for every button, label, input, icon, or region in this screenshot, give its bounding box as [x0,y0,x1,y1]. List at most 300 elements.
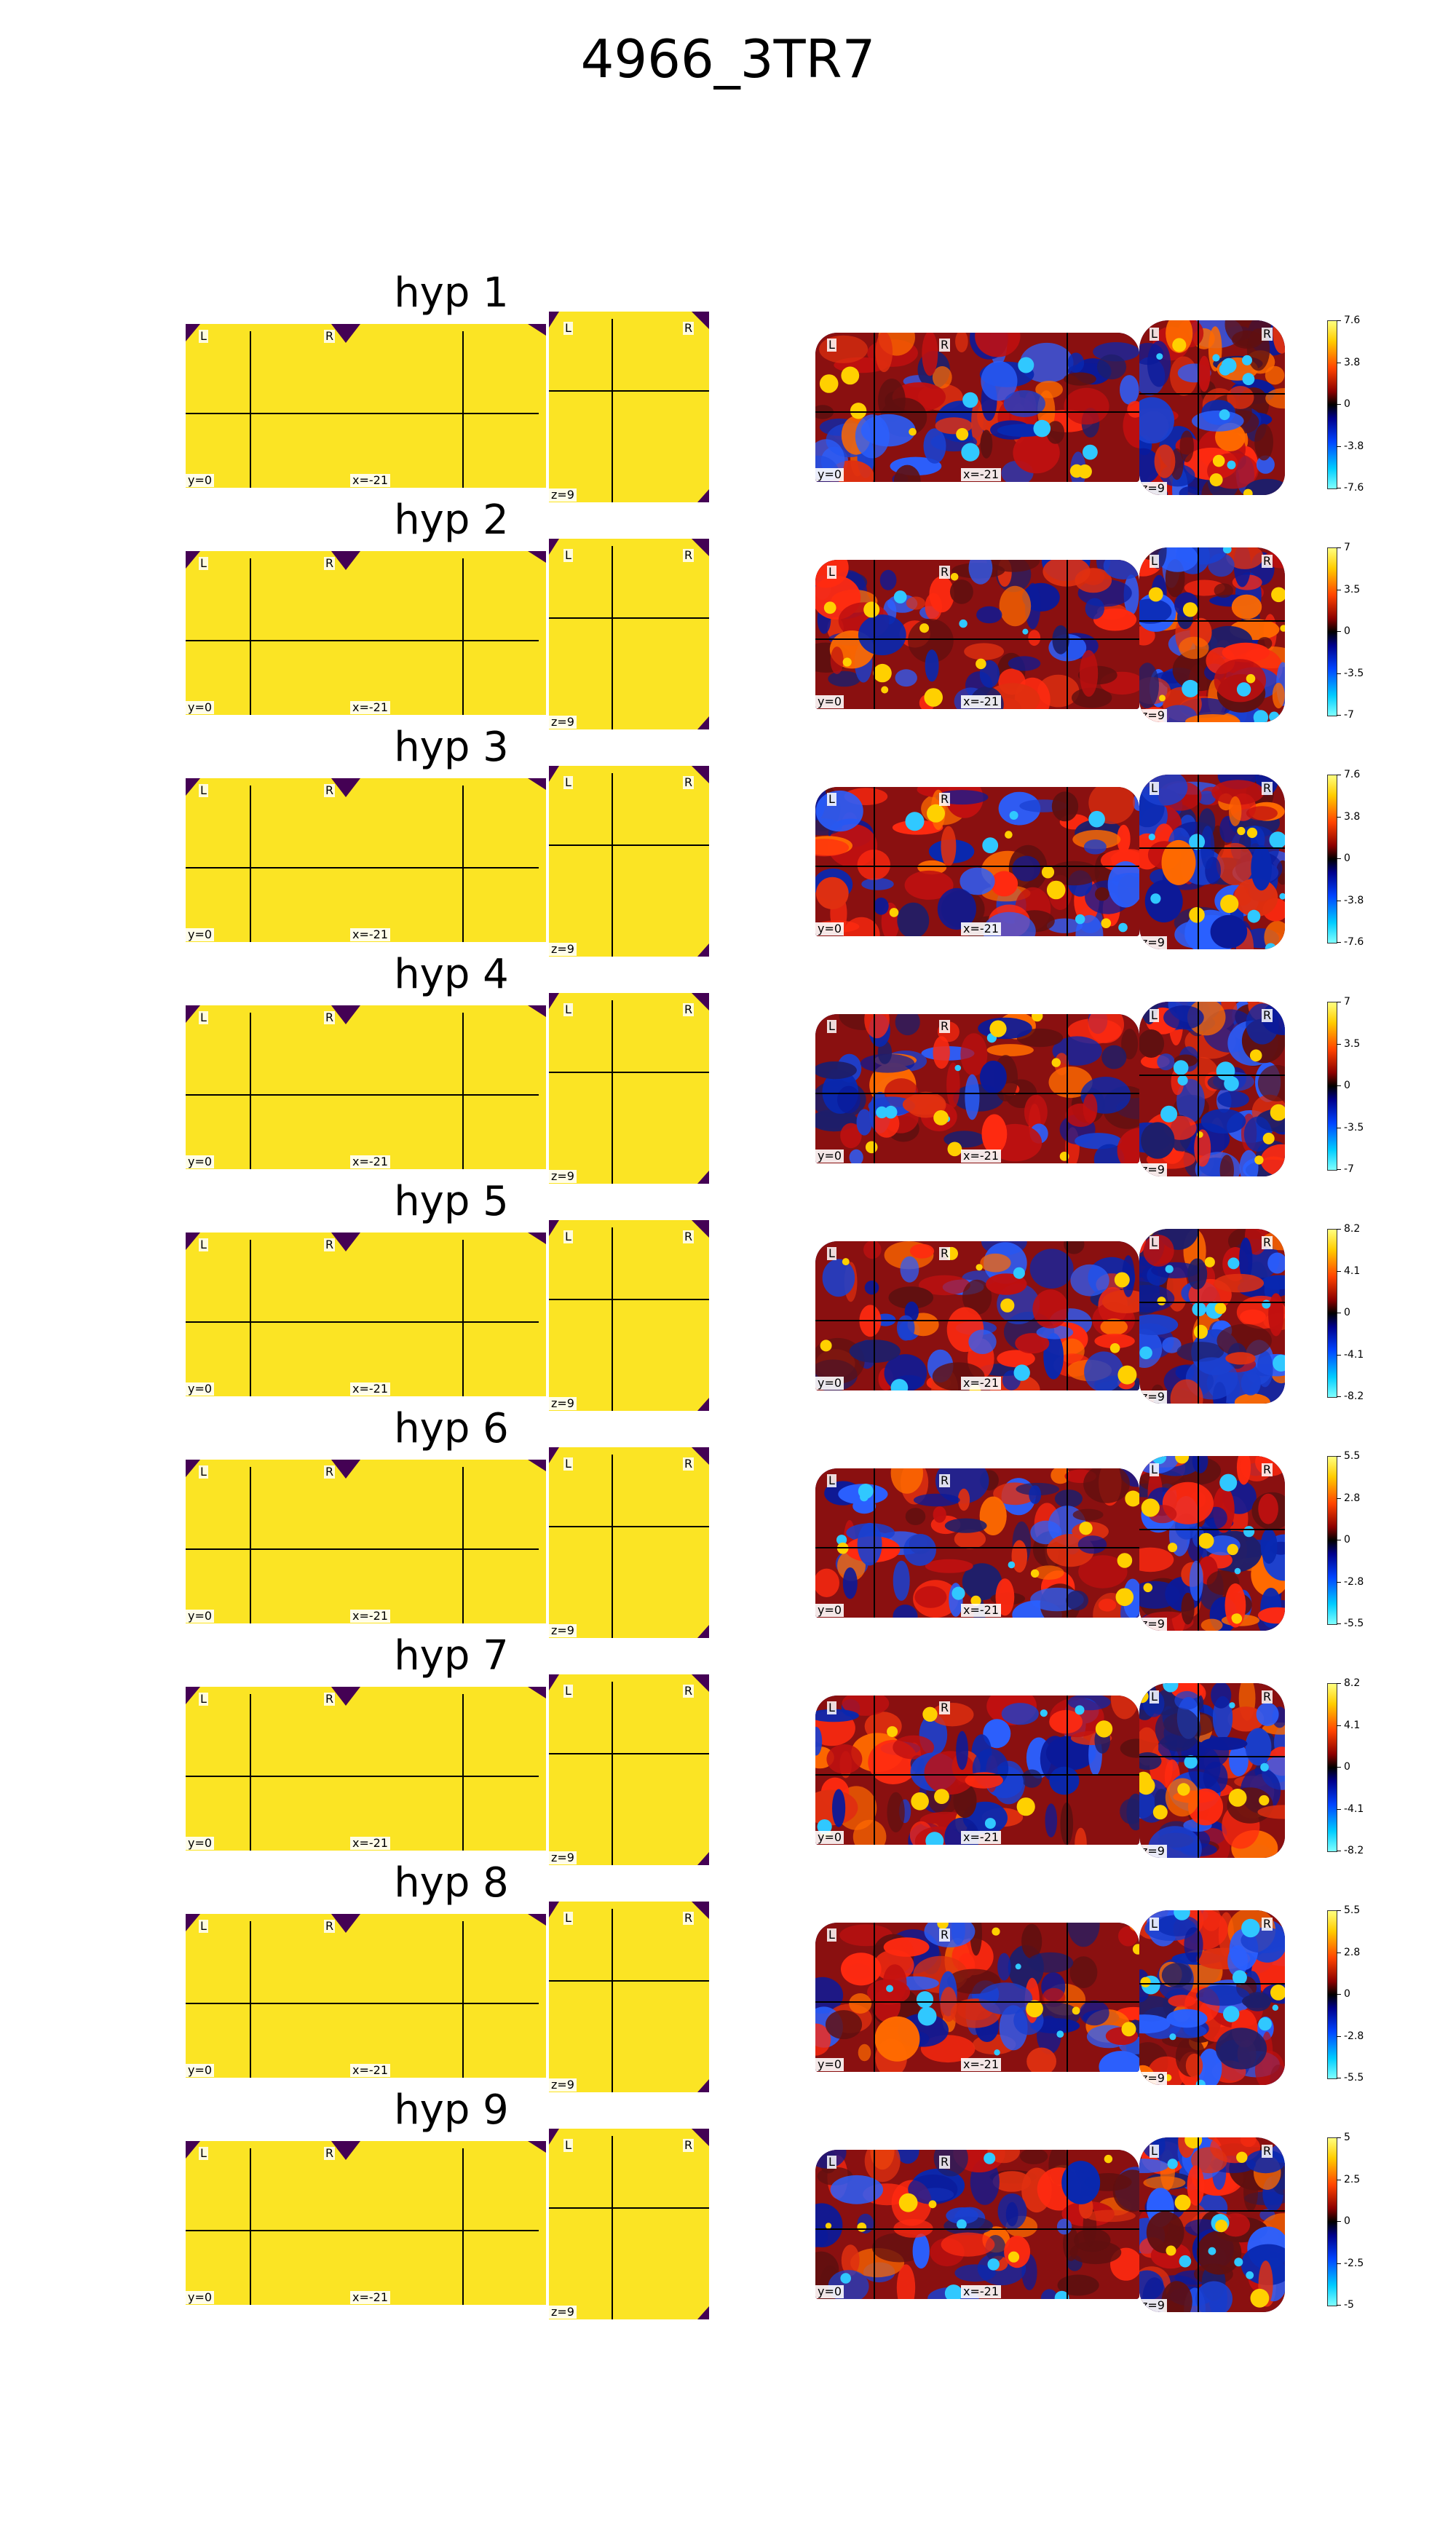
orientation-label-left: L [200,556,207,570]
activation-peak [1166,1265,1174,1273]
colorbar-tick-mark [1337,1683,1341,1684]
colorbar-tick-label: 5.5 [1344,1904,1361,1916]
orientation-label-left: L [1151,1235,1158,1249]
activation-blob [906,597,925,610]
activation-blob [1174,1691,1200,1710]
mask-edge-corner [186,1233,200,1250]
colorbar [1327,1910,1337,2079]
colorbar-tick-label: 2.5 [1344,2173,1361,2185]
orientation-label-left: L [565,1911,571,1925]
orientation-label-left: L [828,1019,835,1033]
activation-blob [1168,1995,1195,2007]
coordinate-z-label: z=9 [1139,1618,1167,1631]
colorbar-tick-mark [1337,1169,1341,1170]
mask-edge-notch [331,2141,360,2160]
activation-blob [901,1257,919,1283]
colorbar [1327,1002,1337,1171]
mask-edge-notch [331,1687,360,1706]
crosshair-vertical [462,1013,464,1169]
activation-blob [981,430,993,458]
colorbar-tick-label: 0 [1344,852,1350,864]
mask-edge-notch [331,1914,360,1933]
activation-peak [1219,1474,1237,1492]
orientation-label-right: R [325,329,334,343]
activation-blob [924,428,946,463]
activation-blob [964,643,1004,660]
activation-peak [924,688,943,707]
activation-peak [976,1264,983,1270]
crosshair-horizontal [549,1753,709,1754]
crosshair-vertical [1067,1014,1068,1163]
mask-edge-corner [186,2141,200,2159]
activation-peak [1192,1302,1206,1316]
colorbar-tick-label: 4.1 [1344,1265,1361,1277]
activation-blob [858,2044,871,2062]
activation-blob [858,1523,882,1566]
crosshair-horizontal [549,1980,709,1982]
colorbar-tick-label: -5.5 [1344,1618,1364,1629]
activation-peak [1168,1543,1177,1552]
activation-peak [976,659,986,670]
orientation-label-right: R [1263,781,1272,795]
mask-coronal-sagittal-panel [186,551,546,715]
statmap-axial-image [1139,320,1285,495]
activation-blob [1073,1509,1104,1521]
colorbar [1327,320,1337,489]
activation-blob [1251,845,1272,890]
orientation-label-left: L [565,1684,571,1698]
statmap-axial-image [1139,1002,1285,1176]
activation-peak [1014,1364,1030,1380]
mask-axial-panel [549,1674,709,1865]
statmap-coronal-sagittal-panel [815,2150,1139,2299]
crosshair-vertical [250,1694,251,1851]
coordinate-x-label: x=-21 [350,474,390,487]
orientation-label-right: R [941,1701,949,1714]
activation-blob [1084,1351,1123,1390]
activation-peak [1246,674,1256,684]
crosshair-horizontal [186,1094,539,1096]
orientation-label-left: L [200,329,207,343]
activation-blob [1192,411,1244,432]
activation-peak [1254,1155,1263,1164]
statmap-coronal-sagittal-image [815,1241,1139,1390]
activation-blob [849,1993,871,2014]
activation-blob [837,1086,860,1114]
activation-blob [1052,791,1078,821]
activation-peak [961,443,979,462]
crosshair-horizontal [549,844,709,846]
statmap-axial-panel [1139,547,1285,722]
crosshair-vertical [1067,2150,1068,2299]
statmap-axial-panel [1139,1002,1285,1176]
statmap-axial-panel [1139,1910,1285,2085]
colorbar-tick-mark [1337,2263,1341,2264]
crosshair-horizontal [186,640,539,641]
crosshair-horizontal [1139,1302,1285,1303]
mask-edge-notch [331,1005,360,1024]
hypothesis-title: hyp 9 [394,2086,509,2134]
orientation-label-right: R [941,338,949,352]
activation-blob [933,1036,950,1069]
statmap-coronal-sagittal-panel [815,1696,1139,1845]
orientation-label-left: L [565,548,571,562]
crosshair-vertical [250,786,251,942]
activation-peak [873,664,891,682]
coordinate-z-label: z=9 [549,488,577,502]
activation-peak [922,1707,937,1722]
mask-edge-corner [549,1902,559,1918]
orientation-label-left: L [828,2155,835,2169]
activation-peak [1259,1795,1269,1805]
activation-peak [1194,1325,1208,1339]
activation-peak [1000,1299,1014,1313]
statmap-coronal-sagittal-image [815,787,1139,936]
activation-peak [1150,893,1160,903]
mask-edge-notch [331,551,360,570]
activation-blob [826,2010,862,2039]
coordinate-y-label: y=0 [815,922,844,935]
activation-blob [1066,1591,1088,1610]
activation-blob [828,671,860,687]
crosshair-vertical [250,1467,251,1623]
colorbar-tick-label: 3.5 [1344,583,1361,596]
activation-peak [1031,1570,1039,1578]
colorbar-tick-mark [1337,1767,1341,1768]
activation-blob [950,579,973,604]
crosshair-vertical [1198,1456,1199,1631]
activation-blob [980,1061,1007,1093]
coordinate-x-label: x=-21 [350,1382,390,1396]
activation-peak [1088,811,1105,828]
activation-peak [1013,1267,1025,1279]
activation-blob [1246,1728,1272,1766]
activation-blob [979,1982,1033,2014]
colorbar-tick-mark [1337,1910,1341,1911]
activation-peak [899,2193,918,2212]
orientation-label-left: L [828,1701,835,1714]
crosshair-vertical [1198,1910,1199,2085]
activation-peak [1139,1347,1152,1360]
orientation-label-left: L [828,792,835,806]
activation-peak [1026,2001,1043,2018]
coordinate-z-label: z=9 [1139,1390,1167,1404]
orientation-label-left: L [828,565,835,579]
activation-peak [1083,445,1098,460]
activation-peak [1075,914,1085,924]
activation-peak [1263,1133,1275,1144]
colorbar-tick-label: -2.8 [1344,1575,1364,1588]
activation-blob [1085,598,1104,620]
activation-peak [1250,1050,1262,1062]
crosshair-vertical [462,558,464,715]
activation-peak [1182,680,1199,697]
activation-blob [1049,1767,1079,1795]
activation-peak [1220,895,1238,913]
activation-peak [841,367,859,385]
crosshair-vertical [874,1014,875,1163]
crosshair-vertical [612,1227,613,1411]
colorbar-tick-label: 3.8 [1344,356,1361,368]
activation-blob [997,1953,1010,1981]
coordinate-y-label: y=0 [815,1831,844,1844]
colorbar-tick-label: -7.6 [1344,482,1364,494]
hypothesis-row [0,269,1456,517]
activation-blob [1211,1683,1231,1709]
activation-peak [1117,1553,1133,1568]
orientation-label-left: L [828,1928,835,1942]
crosshair-vertical [874,1241,875,1390]
colorbar-tick-label: 4.1 [1344,1719,1361,1731]
activation-blob [1021,1770,1042,1788]
mask-edge-corner [697,489,709,502]
colorbar-tick-label: -4.1 [1344,1803,1364,1815]
activation-peak [1242,355,1252,365]
statmap-coronal-sagittal-image [815,560,1139,709]
orientation-label-left: L [565,321,571,335]
colorbar-tick-label: 5.5 [1344,1450,1361,1462]
coordinate-y-label: y=0 [186,701,214,714]
coordinate-x-label: x=-21 [961,1831,1001,1844]
orientation-label-right: R [325,1692,334,1706]
activation-peak [1259,2017,1272,2030]
orientation-label-right: R [684,1230,693,1243]
activation-peak [994,2049,1000,2055]
hypothesis-title: hyp 7 [394,1632,509,1679]
activation-blob [1258,1494,1278,1524]
activation-peak [1034,420,1051,438]
orientation-label-right: R [941,1473,949,1487]
activation-blob [1084,839,1107,854]
crosshair-horizontal [815,411,1139,413]
activation-peak [1022,629,1028,635]
activation-peak [918,2007,937,2026]
activation-blob [1085,2210,1136,2223]
colorbar-tick-mark [1337,1725,1341,1726]
coordinate-z-label: z=9 [549,1851,577,1864]
crosshair-horizontal [1139,1075,1285,1076]
colorbar-tick-mark [1337,2036,1341,2037]
orientation-label-left: L [828,338,835,352]
orientation-label-left: L [1151,1463,1158,1476]
activation-blob [1257,1703,1279,1726]
colorbar-tick-label: -4.1 [1344,1348,1364,1361]
activation-blob [832,1789,845,1827]
colorbar-tick-label: -5 [1344,2299,1354,2311]
activation-blob [1004,2236,1030,2268]
colorbar-tick-mark [1337,1498,1341,1499]
colorbar-tick-label: 0 [1344,625,1350,637]
statmap-axial-image [1139,775,1285,949]
activation-blob [1196,1985,1249,2006]
coordinate-y-label: y=0 [815,1150,844,1163]
colorbar-tick-mark [1337,1456,1341,1457]
activation-peak [1078,464,1092,478]
colorbar-tick-label: 7 [1344,996,1350,1008]
activation-blob [887,1792,904,1832]
crosshair-vertical [612,1455,613,1638]
activation-peak [1260,1763,1269,1772]
activation-peak [1177,1783,1190,1795]
activation-blob [1045,1803,1058,1837]
activation-blob [843,1567,858,1599]
coordinate-z-label: z=9 [1139,1163,1167,1176]
colorbar-tick-mark [1337,817,1341,818]
orientation-label-left: L [1151,554,1158,568]
activation-blob [1242,1995,1271,2009]
activation-blob [925,649,939,681]
mask-edge-corner [692,1447,709,1465]
orientation-label-right: R [1263,1235,1272,1249]
activation-peak [1215,2220,1227,2232]
activation-blob [1006,2202,1018,2226]
orientation-label-right: R [325,556,334,570]
colorbar [1327,2137,1337,2306]
activation-peak [1247,828,1257,838]
mask-coronal-sagittal-panel [186,1233,546,1396]
crosshair-vertical [874,2150,875,2299]
activation-blob [1216,843,1254,885]
activation-blob [874,898,889,915]
colorbar-tick-mark [1337,2137,1341,2138]
activation-peak [1149,587,1163,602]
crosshair-vertical [462,1694,464,1851]
crosshair-horizontal [186,413,539,414]
coordinate-x-label: x=-21 [961,695,1001,708]
colorbar [1327,1456,1337,1625]
crosshair-vertical [612,773,613,957]
activation-blob [1078,1535,1107,1554]
mask-edge-notch [331,778,360,797]
crosshair-horizontal [1139,2210,1285,2212]
activation-blob [1101,1045,1126,1069]
activation-blob [914,1494,960,1507]
activation-blob [1184,1927,1203,1962]
orientation-label-right: R [1263,1690,1272,1704]
crosshair-vertical [462,1921,464,2078]
activation-blob [1004,390,1045,417]
coordinate-z-label: z=9 [1139,2072,1167,2085]
activation-peak [1243,373,1255,385]
statmap-coronal-sagittal-panel [815,1468,1139,1618]
activation-peak [881,687,888,694]
orientation-label-left: L [1151,1008,1158,1022]
mask-edge-corner [697,1852,709,1865]
activation-blob [1155,1707,1201,1752]
activation-peak [1273,2005,1278,2011]
activation-peak [989,1021,1006,1037]
statmap-axial-image [1139,1229,1285,1404]
activation-peak [1008,1562,1016,1569]
crosshair-horizontal [1139,393,1285,395]
statmap-axial-panel [1139,775,1285,949]
crosshair-vertical [462,1240,464,1396]
activation-peak [1213,455,1225,467]
colorbar-tick-mark [1337,446,1341,447]
orientation-label-right: R [941,1246,949,1260]
activation-peak [887,1726,898,1737]
crosshair-vertical [1067,787,1068,936]
mask-edge-corner [692,993,709,1010]
activation-peak [1183,602,1198,617]
crosshair-vertical [1067,560,1068,709]
activation-peak [1016,1963,1021,1969]
colorbar-tick-mark [1337,673,1341,674]
mask-edge-corner [186,778,200,796]
activation-peak [955,1065,962,1072]
activation-blob [1229,796,1241,826]
crosshair-vertical [612,1000,613,1184]
colorbar-tick-mark [1337,1994,1341,1995]
activation-peak [858,1484,874,1499]
activation-peak [1104,2155,1112,2163]
mask-edge-corner [692,1220,709,1238]
activation-blob [910,1244,934,1259]
mask-coronal-sagittal-panel [186,1005,546,1169]
mask-axial-panel [549,1902,709,2092]
activation-peak [1236,2152,1247,2163]
crosshair-horizontal [549,1299,709,1300]
hypothesis-row [0,1859,1456,2107]
activation-peak [1096,1720,1112,1737]
mask-edge-corner [528,1460,546,1471]
hypothesis-title: hyp 1 [394,269,509,317]
mask-axial-panel [549,1220,709,1411]
crosshair-horizontal [186,1548,539,1550]
mask-edge-corner [549,993,559,1009]
mask-axial-panel [549,312,709,502]
crosshair-vertical [1198,320,1199,495]
orientation-label-right: R [684,775,693,789]
activation-blob [1241,1371,1261,1396]
activation-blob [1099,1599,1116,1612]
crosshair-horizontal [815,1547,1139,1548]
crosshair-vertical [250,2148,251,2305]
coordinate-z-label: z=9 [549,716,577,729]
crosshair-vertical [874,560,875,709]
activation-blob [1201,1737,1247,1750]
coordinate-z-label: z=9 [549,2078,577,2092]
activation-blob [858,614,906,655]
activation-blob [941,1987,957,2022]
activation-blob [1021,1924,1042,1959]
activation-peak [1248,910,1261,923]
coordinate-z-label: z=9 [1139,709,1167,722]
activation-peak [919,623,929,633]
activation-peak [1040,1709,1048,1717]
hypothesis-row [0,724,1456,971]
orientation-label-right: R [325,1010,334,1024]
orientation-label-right: R [941,1019,949,1033]
activation-blob [987,1044,1034,1056]
figure-title: 4966_3TR7 [580,28,876,90]
activation-blob [903,1534,936,1566]
activation-blob [897,1315,915,1341]
colorbar-tick-mark [1337,942,1341,943]
activation-peak [929,2200,937,2208]
statmap-coronal-sagittal-image [815,1923,1139,2072]
statmap-axial-image [1139,1683,1285,1858]
activation-peak [843,657,852,666]
activation-peak [909,428,917,436]
coordinate-z-label: z=9 [549,1624,577,1637]
mask-edge-corner [528,2141,546,2153]
colorbar-tick-mark [1337,1044,1341,1045]
colorbar-tick-label: -5.5 [1344,2072,1364,2084]
activation-blob [1254,424,1273,460]
activation-peak [876,1107,887,1118]
coordinate-x-label: x=-21 [350,2064,390,2077]
